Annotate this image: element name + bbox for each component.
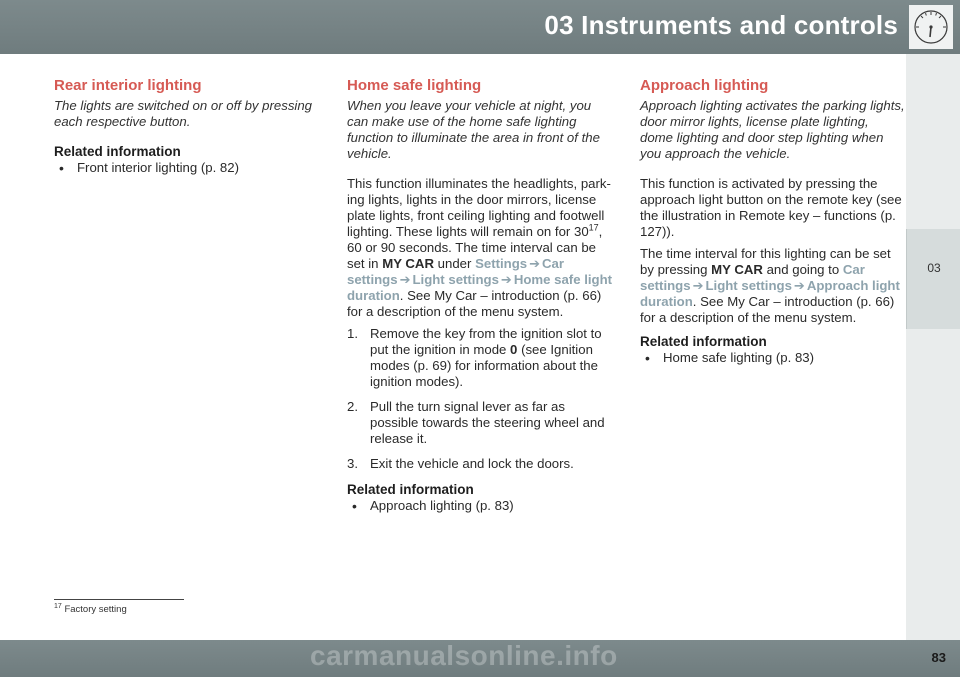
step-item: 2. Pull the turn signal lever as far as possible towards the steering wheel and release it. bbox=[347, 399, 605, 446]
section-lead: When you leave your vehicle at night, you can make use of the home safe lighting function to illuminate the area in front of the vehicle. bbox=[347, 98, 600, 161]
steps-list bbox=[347, 326, 615, 472]
menu-path: Car settings ➔ Light settings ➔ Approach light duration bbox=[640, 262, 900, 309]
section-title: Rear interior lighting bbox=[54, 77, 202, 94]
chapter-side-tab bbox=[906, 54, 960, 640]
menu-path: Settings ➔ Car settings ➔ Light settings ➔ Home safe light duration bbox=[347, 256, 613, 303]
related-information-heading: Related information bbox=[640, 334, 767, 349]
related-link[interactable]: • Front interior lighting (p. 82) bbox=[54, 160, 316, 176]
step-item: 3. Exit the vehicle and lock the doors. bbox=[347, 456, 574, 471]
page-header bbox=[0, 0, 960, 54]
footnote: $^{17}$ Factory setting bbox=[54, 602, 127, 615]
home-safe-lighting-section bbox=[347, 76, 615, 514]
related-information-heading: Related information bbox=[54, 144, 181, 159]
body-paragraph: The time interval for this lighting can be set by pressing MY CAR and going to Car settings ➔ Light settings ➔ Approach light duration. See My Car – introduction (p. 66) for a description of the menu system. bbox=[640, 246, 900, 325]
footnote-divider bbox=[54, 599, 184, 600]
approach-lighting-section bbox=[640, 76, 905, 366]
chapter-tab-active bbox=[906, 229, 960, 329]
mycar-label: MY CAR bbox=[711, 262, 763, 277]
arrow-right-icon: ➔ bbox=[793, 278, 805, 293]
chapter-number: 03 bbox=[927, 261, 941, 275]
footnote-ref[interactable]: 17 bbox=[588, 222, 599, 233]
related-list bbox=[347, 498, 615, 514]
related-list bbox=[640, 350, 905, 366]
gauge-icon bbox=[909, 5, 953, 49]
section-title: Home safe lighting bbox=[347, 77, 482, 94]
step-item: 1. Remove the key from the ignition slot to put the ignition in mode 0 (see Ignition modes (p. 69) for information about the ignition modes). bbox=[347, 326, 602, 389]
section-title: Approach lighting bbox=[640, 77, 769, 94]
arrow-right-icon: ➔ bbox=[529, 256, 540, 271]
section-lead: The lights are switched on or off by pressing each respective button. bbox=[54, 98, 313, 129]
related-information-heading: Related information bbox=[347, 482, 474, 497]
body-paragraph: This function is activated by pressing the approach light button on the remote key (see the illustration in Remote key – functions (p. 127)). bbox=[640, 176, 902, 239]
chapter-title: 03 Instruments and controls bbox=[544, 10, 898, 40]
page-number: 83 bbox=[931, 650, 946, 665]
arrow-right-icon: ➔ bbox=[399, 272, 411, 287]
rear-interior-lighting-section bbox=[54, 76, 316, 176]
section-lead: Approach lighting activates the parking lights, door mirror lights, license plate lighting, dome lighting and door step lighting when you approach the vehicle. bbox=[640, 98, 905, 161]
related-list bbox=[54, 160, 316, 176]
related-link[interactable]: • Approach lighting (p. 83) bbox=[347, 498, 615, 514]
mycar-label: MY CAR bbox=[382, 256, 434, 271]
arrow-right-icon: ➔ bbox=[692, 278, 704, 293]
watermark: carmanualsonline.info bbox=[310, 640, 618, 671]
related-link[interactable]: • Home safe lighting (p. 83) bbox=[640, 350, 905, 366]
body-paragraph: This function illuminates the headlights, park-ing lights, lights in the door mirrors, license plate lights, front ceiling lighting and footwell lighting. These lights will remain on for $30^{17}$, 60 or 90 seconds. The time interval can be set in MY CAR under Settings ➔ Car settings ➔ Light settings ➔ Home safe light duration. See My Car – introduction (p. 66) for a description of the menu system. bbox=[347, 176, 613, 319]
arrow-right-icon: ➔ bbox=[500, 272, 512, 287]
